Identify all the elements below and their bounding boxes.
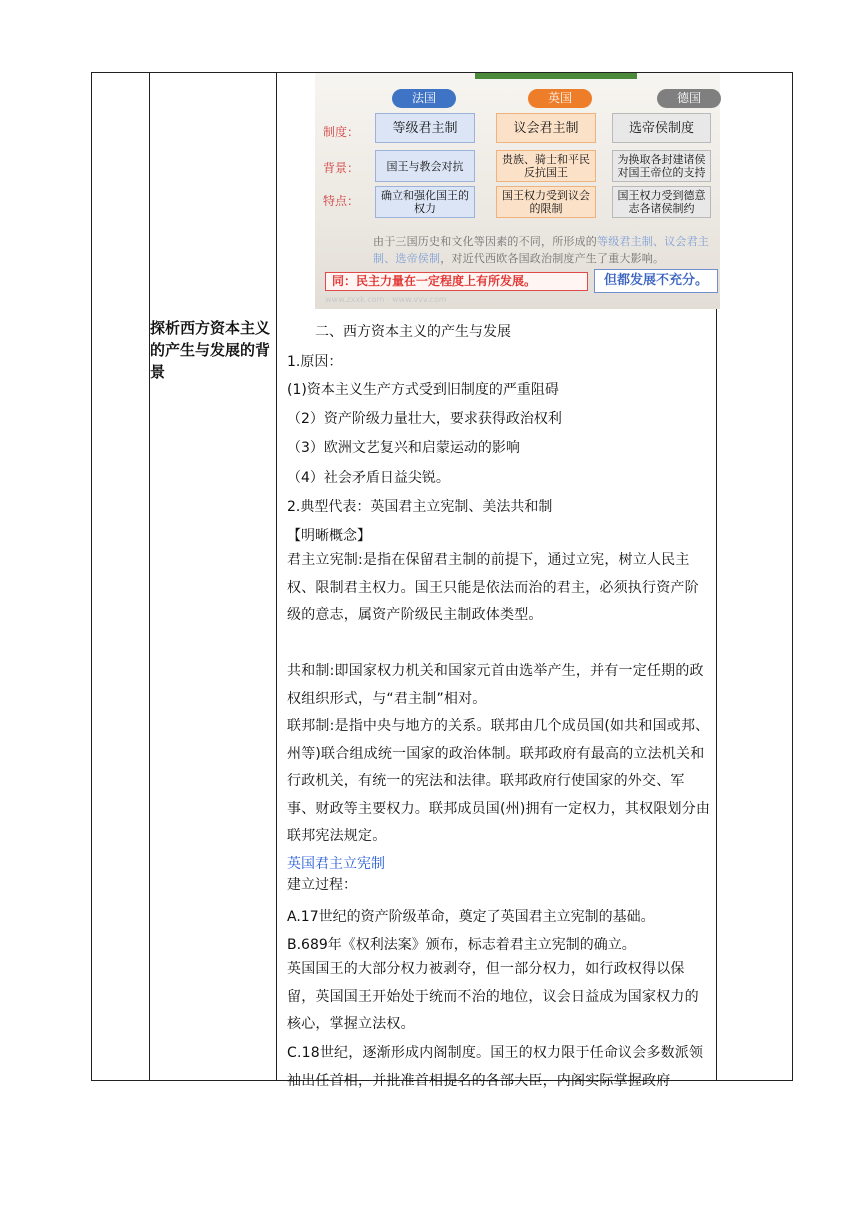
concept-republic: 共和制:即国家权力机关和国家元首由选举产生，并有一定任期的政权组织形式，与“君主制”相对。	[287, 663, 704, 707]
cause-item: （3）欧洲文艺复兴和启蒙运动的影响	[287, 440, 520, 456]
row-label-system: 制度：	[323, 125, 360, 139]
cause-item: （4）社会矛盾日益尖锐。	[287, 470, 450, 486]
system-france: 等级君主制	[375, 113, 475, 143]
row-label-background: 背景：	[323, 161, 360, 175]
cause-item: （2）资产阶级力量壮大，要求获得政治权利	[287, 411, 562, 427]
step-c: C.18世纪，逐渐形成内阁制度。国王的权力限于任命议会多数派领袖出任首相，并批准首相提名的各部大臣，内阁实际掌握政府	[287, 1045, 704, 1089]
comparison-slide-image	[315, 73, 720, 309]
concept-title: 【明晰概念】	[287, 528, 371, 544]
uk-section-title: 英国君主立宪制	[287, 856, 385, 872]
slide-similarity-box: 同：民主力量在一定程度上有所发展。	[325, 272, 588, 291]
cause-title: 1.原因：	[287, 354, 343, 370]
lesson-table	[91, 72, 793, 1089]
slide-summary: 由于三国历史和文化等因素的不同，所形成的等级君主制、议会君主制、选帝侯制，对近代西欧各国政治制度产生了重大影响。	[373, 235, 709, 265]
column-divider	[276, 73, 277, 1080]
step-a: A.17世纪的资产阶级革命，奠定了英国君主立宪制的基础。	[287, 909, 655, 925]
column-divider	[149, 73, 150, 1080]
representatives: 2.典型代表：英国君主立宪制、美法共和制	[287, 499, 553, 515]
section-title: 二、西方资本主义的产生与发展	[315, 324, 511, 340]
feature-england: 国王权力受到议会的限制	[496, 186, 596, 218]
country-france: 法国	[392, 89, 456, 108]
step-b: B.689年《权利法案》颁布，标志着君主立宪制的确立。	[287, 937, 636, 953]
topic-cell: 探析西方资本主义的产生与发展的背景	[150, 319, 271, 381]
background-germany: 为换取各封建诸侯对国王帝位的支持	[612, 150, 711, 182]
country-germany: 德国	[657, 89, 721, 108]
process-title: 建立过程：	[287, 877, 357, 893]
system-germany: 选帝侯制度	[612, 113, 711, 143]
feature-germany: 国王权力受到德意志各诸侯制约	[612, 186, 711, 218]
content-cell	[279, 73, 711, 1089]
cause-item: (1)资本主义生产方式受到旧制度的严重阻碍	[287, 382, 559, 398]
feature-france: 确立和强化国王的权力	[375, 186, 475, 218]
row-label-feature: 特点：	[323, 194, 360, 208]
concept-monarchy: 君主立宪制:是指在保留君主制的前提下，通过立宪，树立人民主权、限制君主权力。国王只能是依法而治的君主，必须执行资产阶级的意志，属资产阶级民主制政体类型。	[287, 552, 699, 623]
slide-watermark: www.zxxk.com · www.vvv.com	[325, 295, 447, 304]
slide-difference-box: 但都发展不充分。	[594, 269, 718, 293]
concept-federal: 联邦制:是指中央与地方的关系。联邦由几个成员国(如共和国或邦、州等)联合组成统一国家的政治体制。联邦政府有最高的立法机关和行政机关，有统一的宪法和法律。联邦政府行使国家的外交、军事、财政等主要权力。联邦成员国(州)拥有一定权力，其权限划分由联邦宪法规定。	[287, 718, 711, 844]
country-england: 英国	[528, 89, 592, 108]
step-b-detail: 英国国王的大部分权力被剥夺，但一部分权力，如行政权得以保留，英国国王开始处于统而不治的地位，议会日益成为国家权力的核心，掌握立法权。	[287, 961, 699, 1032]
slide-header-bar	[475, 73, 637, 79]
system-england: 议会君主制	[496, 113, 596, 143]
background-england: 贵族、骑士和平民反抗国王	[496, 150, 596, 182]
background-france: 国王与教会对抗	[375, 150, 475, 182]
